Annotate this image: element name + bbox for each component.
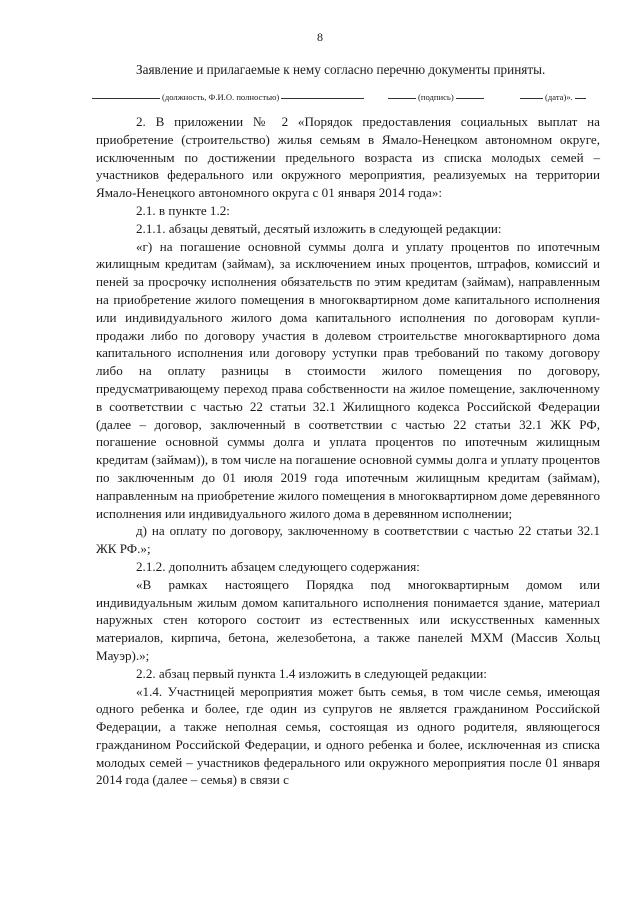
page-number: 8 bbox=[317, 30, 323, 44]
paragraph: 2.1.2. дополнить абзацем следующего содержания: bbox=[136, 558, 420, 574]
acceptance-statement: Заявление и прилагаемые к нему согласно перечню документы приняты. bbox=[136, 62, 546, 77]
paragraph: «1.4. Участницей мероприятия может быть семья, в том числе семья, имеющая одного ребенка и более, где один из супругов не является гражданином Российской Федерации, а также неполная семья, состоящая из одного родителя, являющегося гражданином Российской Федерации, и одного ребенка и более, исключенная из списка молодых семей – участников федерального или окружного мероприятия после 01 января 2014 года (далее – семья) в связи с bbox=[96, 683, 600, 788]
paragraph: «В рамках настоящего Порядка под многоквартирным домом или индивидуальным жилым домом капитального исполнения понимается здание, материал наружных стен которого состоит из естественных или искусственных каменных материалов, кирпича, бетона, железобетона, а также панелей МХМ (Массив Хольц Мауэр).»; bbox=[96, 576, 600, 663]
document-body bbox=[96, 113, 600, 789]
position-label: (должность, Ф.И.О. полностью) bbox=[162, 92, 280, 102]
signature-label: (подпись) bbox=[418, 92, 454, 102]
date-label: (дата)». bbox=[545, 92, 573, 102]
paragraph: 2.1. в пункте 1.2: bbox=[136, 202, 230, 218]
paragraph: «г) на погашение основной суммы долга и уплату процентов по ипотечным жилищным кредитам (займам), за исключением иных процентов, штрафов, комиссий и пеней за просрочку исполнения обязательств по этим кредитам (займам), направленным на приобретение жилого помещения в многоквартирном доме капитального исполнения или индивидуального жилого дома капитального исполнения по договорам купли-продажи либо по договору участия в долевом строительстве многоквартирного дома капитального исполнения или договору уступки прав требований по такому договору либо на оплату разницы в стоимости жилого помещения по договору, предусматривающему переход права собственности на жилое помещение, заключенному в соответствии с частью 22 статьи 32.1 Жилищного кодекса Российской Федерации (далее – договор, заключенный в соответствии с частью 22 статьи 32.1 ЖК РФ, погашение основной суммы долга и уплата процентов по ипотечным жилищным кредитам (займам)), в том числе на погашение основной суммы долга и уплату процентов по заключенным до 01 июля 2019 года ипотечным жилищным кредитам (займам), направленным на приобретение жилого помещения в многоквартирном доме деревянного исполнения или индивидуального жилого дома в деревянном исполнении; bbox=[96, 238, 600, 521]
paragraph: 2.1.1. абзацы девятый, десятый изложить в следующей редакции: bbox=[136, 220, 502, 236]
paragraph: 2. В приложении № 2 «Порядок предоставления социальных выплат на приобретение (строительство) жилья семьям в Ямало-Ненецком автономном округе, исключенным по достижении предельного возраста из списка молодых семей – участников федерального или окружного мероприятия, реализуемых на территории Ямало-Ненецкого автономного округа с 01 января 2014 года»: bbox=[96, 114, 600, 201]
paragraph: 2.2. абзац первый пункта 1.4 изложить в следующей редакции: bbox=[136, 665, 487, 681]
paragraph: д) на оплату по договору, заключенному в соответствии с частью 22 статьи 32.1 ЖК РФ.»; bbox=[96, 523, 600, 557]
